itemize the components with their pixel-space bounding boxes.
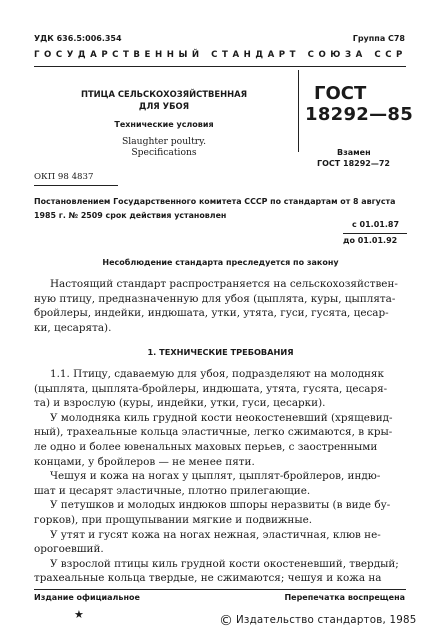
reprint-prohibited: Перепечатка воспрещена: [284, 593, 405, 602]
replaces-value: ГОСТ 18292—72: [317, 159, 390, 168]
okp-rule: [34, 185, 118, 186]
body-text: [34, 367, 407, 586]
copyright-icon: ©: [219, 613, 233, 629]
paragraph-line: У молодняка киль грудной кости неокостеневший (хрящевид-: [50, 411, 393, 424]
paragraph-line: орогоевший.: [34, 543, 104, 556]
udk-code: УДК 636.5:006.354: [34, 34, 122, 43]
paragraph-line: Чешуя и кожа на ногах у цыплят, цыплят-бройлеров, индю-: [50, 470, 381, 483]
effective-to: до 01.01.92: [343, 236, 398, 245]
paragraph-line: У утят и гусят кожа на ногах нежная, эластичная, клюв не-: [50, 528, 381, 541]
paragraph-line: ную птицу, предназначенную для убоя (цыплята, куры, цыплята-: [34, 292, 396, 305]
decree-text: [34, 195, 409, 223]
paragraph-line: ки, цесарята).: [34, 321, 112, 334]
intro-paragraph: [34, 277, 407, 335]
title-line: ПТИЦА СЕЛЬСКОХОЗЯЙСТВЕННАЯ: [80, 89, 248, 99]
paragraph-line: ный), трахеальные кольца эластичные, легко сжимаются, в кры-: [34, 426, 393, 439]
standard-title: [34, 89, 294, 112]
paragraph-line: У петушков и молодых индюков шпоры неразвиты (в виде бу-: [50, 499, 391, 512]
paragraph-line: трахеальные кольца твердые, не сжимаются; чешуя и кожа на: [34, 572, 382, 585]
paragraph-line: шат и цесарят эластичные, плотно прилегающие.: [34, 484, 311, 497]
effective-from: с 01.01.87: [352, 220, 400, 229]
title-divider: [298, 70, 299, 152]
paragraph-line: та) и взрослую (куры, индейки, утки, гуси, цесарки).: [34, 397, 326, 410]
decree-line: Постановлением Государственного комитета СССР по стандартам от 8 августа: [34, 197, 396, 206]
english-title: [34, 136, 294, 158]
section-title: 1. ТЕХНИЧЕСКИЕ ТРЕБОВАНИЯ: [147, 347, 294, 357]
decree-line: 1985 г. № 2509 срок действия установлен: [34, 211, 227, 220]
star-icon: ★: [74, 608, 84, 621]
paragraph-line: концами, у бройлеров — не менее пяти.: [34, 455, 255, 468]
copyright-text: Издательство стандартов, 1985: [236, 614, 417, 626]
legal-notice: Несоблюдение стандарта преследуется по закону: [102, 258, 339, 267]
paragraph-line: (цыплята, цыплята-бройлеры, индюшата, утята, гусята, цесаря-: [34, 382, 388, 395]
okp-code: ОКП 98 4837: [34, 172, 94, 182]
paragraph-line: ле одно и более ювенальных маховых перьев, с заостренными: [34, 440, 378, 453]
replaces-label: Взамен: [337, 148, 371, 157]
standard-subtitle: Технические условия: [114, 120, 214, 129]
group-code: Группа С78: [352, 34, 405, 43]
paragraph-line: горков), при прощупывании мягкие и подвижные.: [34, 513, 313, 526]
gost-label: ГОСТ: [314, 83, 367, 104]
paragraph-line: 1.1. Птицу, сдаваемую для убоя, подразделяют на молодняк: [50, 368, 384, 380]
english-title-line: Specifications: [131, 147, 197, 158]
title-line: ДЛЯ УБОЯ: [138, 100, 190, 111]
paragraph-line: бройлеры, индейки, индюшата, утки, утята, гуси, гусята, цесар-: [34, 307, 389, 320]
top-rule: [34, 66, 406, 67]
standard-banner: ГОСУДАРСТВЕННЫЙ СТАНДАРТ СОЮЗА ССР: [34, 50, 407, 60]
gost-number: 18292—85: [305, 104, 414, 125]
paragraph-line: У взрослой птицы киль грудной кости окостеневший, твердый;: [50, 557, 399, 570]
footer-rule: [34, 589, 406, 590]
english-title-line: Slaughter poultry.: [121, 136, 207, 147]
official-edition: Издание официальное: [34, 593, 140, 602]
date-rule: [343, 233, 407, 234]
paragraph-line: Настоящий стандарт распространяется на сельскохозяйствен-: [50, 278, 398, 290]
